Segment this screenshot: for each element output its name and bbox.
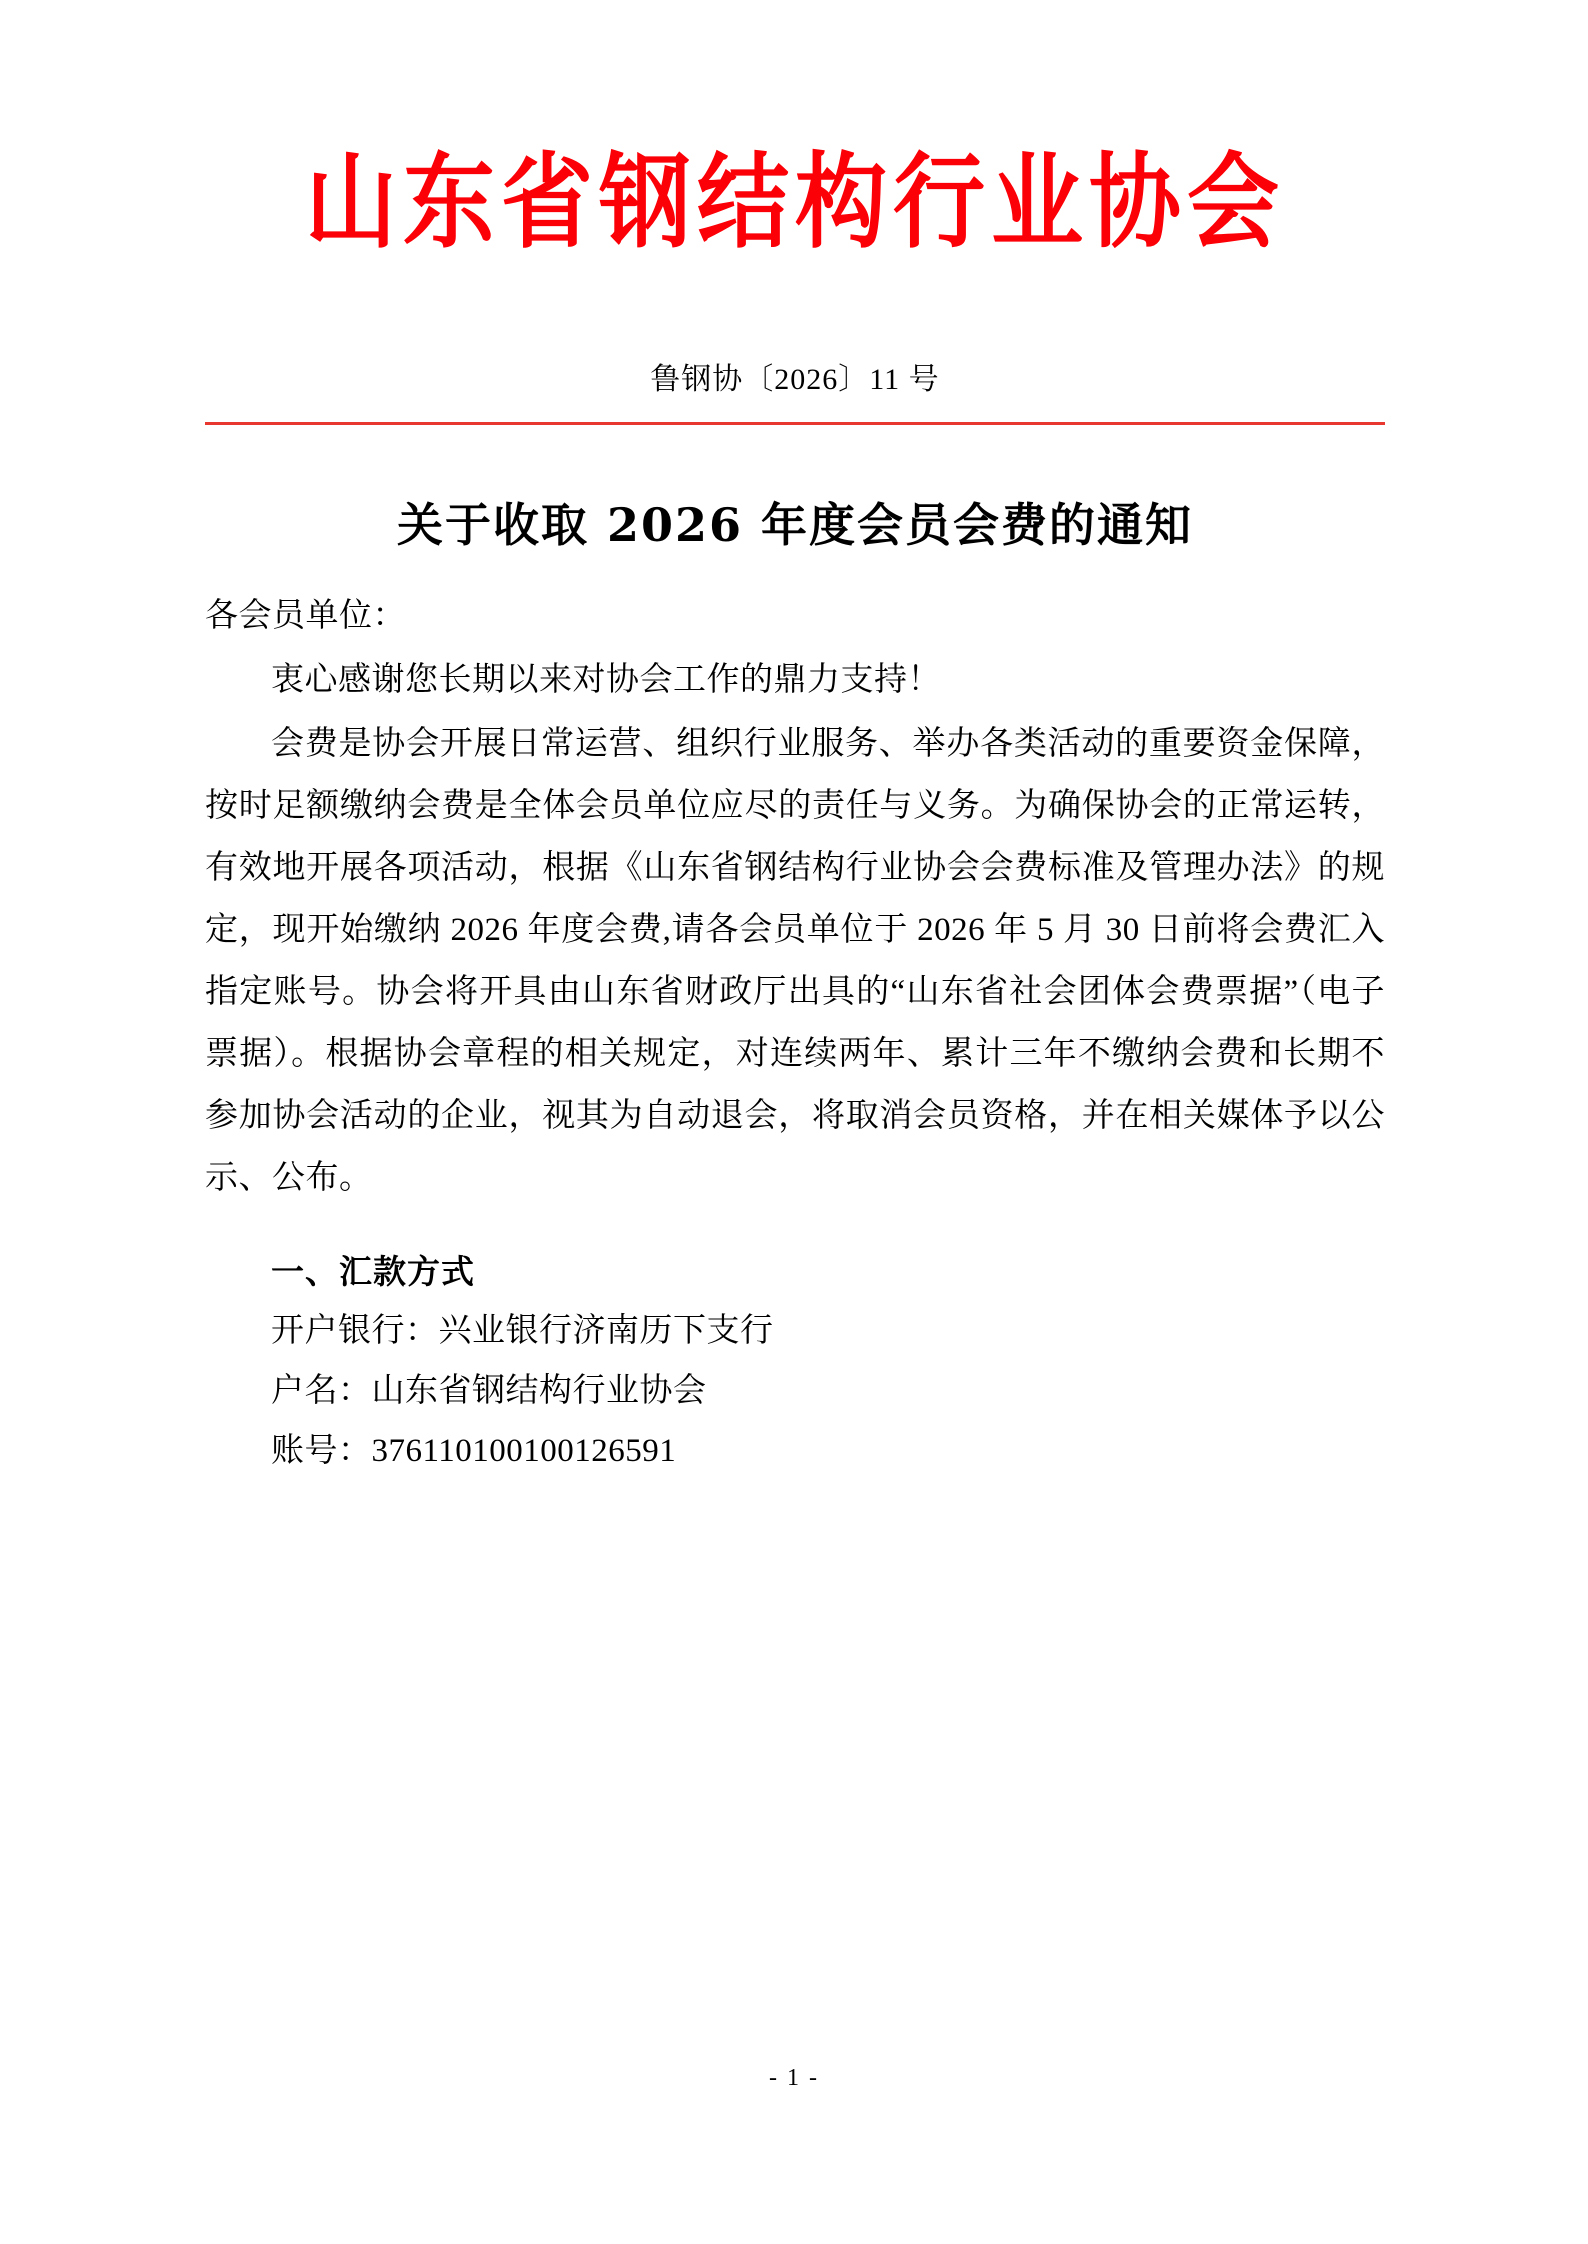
- document-number: 鲁钢协〔2026〕11 号: [650, 363, 940, 396]
- account-name-line: 户名：山东省钢结构行业协会: [271, 1373, 707, 1410]
- page-number-footer: - 1 -: [769, 2065, 819, 2091]
- letterhead-organization-name: 山东省钢结构行业协会: [304, 141, 1285, 262]
- main-paragraph: 会费是协会开展日常运营、组织行业服务、举办各类活动的重要资金保障，按时足额缴纳会费是全体会员单位应尽的责任与义务。为确保协会的正常运转，有效地开展各项活动，根据《山东省钢结构行业协会会费标准及管理办法》的规定，现开始缴纳 2026 年度会费,请各会员单位于 2026 年 5 月 30 日前将会费汇入指定账号。协会将开具由山东省财政厅出具的“山东省社会团体会费票据”（电子票据）。根据协会章程的相关规定，对连续两年、累计三年不缴纳会费和长期不参加协会活动的企业，视其为自动退会，将取消会员资格，并在相关媒体予以公示、公布。: [205, 726, 1385, 1197]
- bank-name-line: 开户银行：兴业银行济南历下支行: [271, 1313, 774, 1350]
- account-number-line: 账号：376110100100126591: [271, 1433, 677, 1470]
- red-horizontal-rule: [205, 422, 1385, 425]
- page-title: 关于收取 2026 年度会员会费的通知: [396, 498, 1194, 552]
- document-body: [205, 585, 1385, 1209]
- thanks-paragraph: 衷心感谢您长期以来对协会工作的鼎力支持！: [271, 662, 941, 699]
- section-heading-remittance: 一、汇款方式: [271, 1252, 475, 1292]
- salutation: 各会员单位：: [205, 598, 406, 635]
- document-content: [205, 0, 1385, 2244]
